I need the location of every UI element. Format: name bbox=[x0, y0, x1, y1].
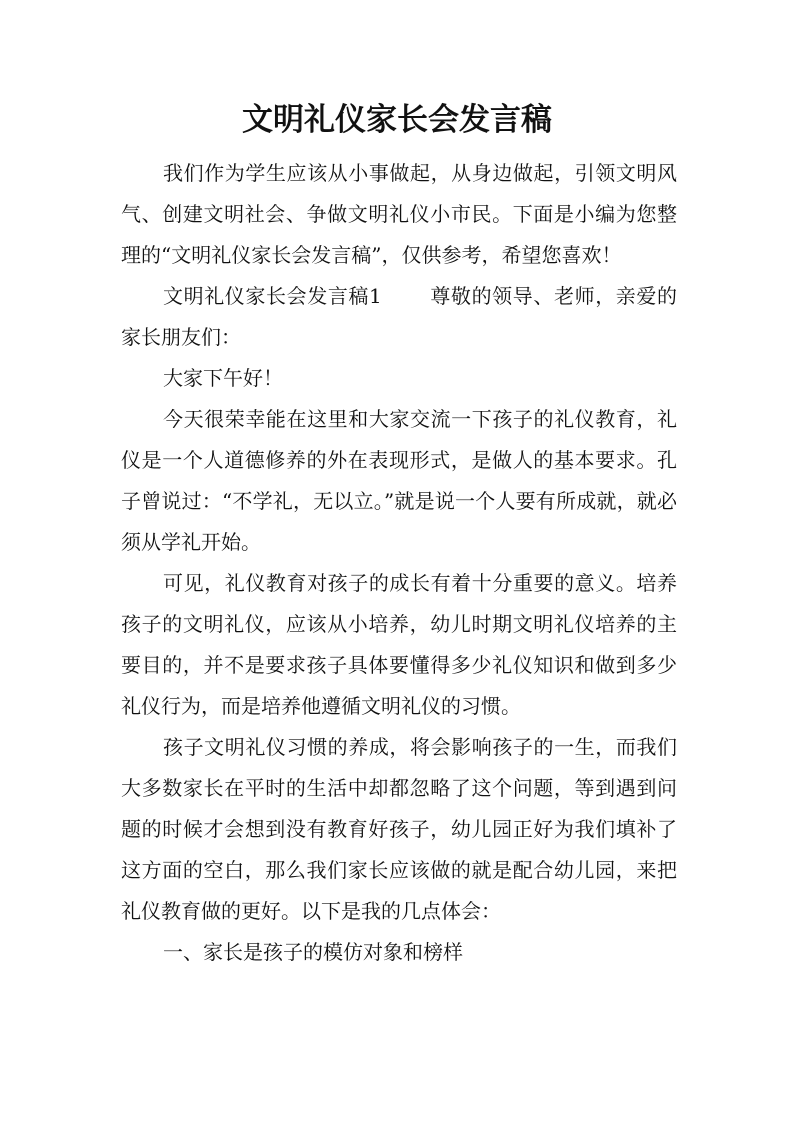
intro-paragraph: 我们作为学生应该从小事做起，从身边做起，引领文明风气、创建文明社会、争做文明礼仪小市民。下面是小编为您整理的“文明礼仪家长会发言稿”，仅供参考，希望您喜欢！ bbox=[121, 161, 677, 267]
salutation: 尊敬的领导、老师，亲爱的家长朋友们： bbox=[121, 284, 678, 349]
body-paragraph: 可见，礼仪教育对孩子的成长有着十分重要的意义。培养孩子的文明礼仪，应该从小培养，幼儿时期文明礼仪培养的主要目的，并不是要求孩子具体要懂得多少礼仪知识和做到多少礼仪行为，而是培养他遵循文明礼仪的习惯。 bbox=[121, 571, 677, 718]
body-paragraph: 今天很荣幸能在这里和大家交流一下孩子的礼仪教育，礼仪是一个人道德修养的外在表现形式，是做人的基本要求。孔子曾说过：“不学礼，无以立。”就是说一个人要有所成就，就必须从学礼开始。 bbox=[121, 407, 677, 554]
body-paragraph: 孩子文明礼仪习惯的养成，将会影响孩子的一生，而我们大多数家长在平时的生活中却都忽略了这个问题，等到遇到问题的时候才会想到没有教育好孩子，幼儿园正好为我们填补了这方面的空白，那么我们家长应该做的就是配合幼儿园，来把礼仪教育做的更好。以下是我的几点体会： bbox=[121, 735, 677, 923]
document-body bbox=[121, 153, 677, 973]
subheading-paragraph: 一、家长是孩子的模仿对象和榜样 bbox=[163, 940, 463, 964]
greeting-paragraph: 大家下午好！ bbox=[163, 366, 283, 390]
document-title: 文明礼仪家长会发言稿 bbox=[242, 102, 552, 138]
section-heading: 文明礼仪家长会发言稿1 bbox=[163, 284, 382, 308]
section-heading-paragraph bbox=[121, 276, 677, 358]
